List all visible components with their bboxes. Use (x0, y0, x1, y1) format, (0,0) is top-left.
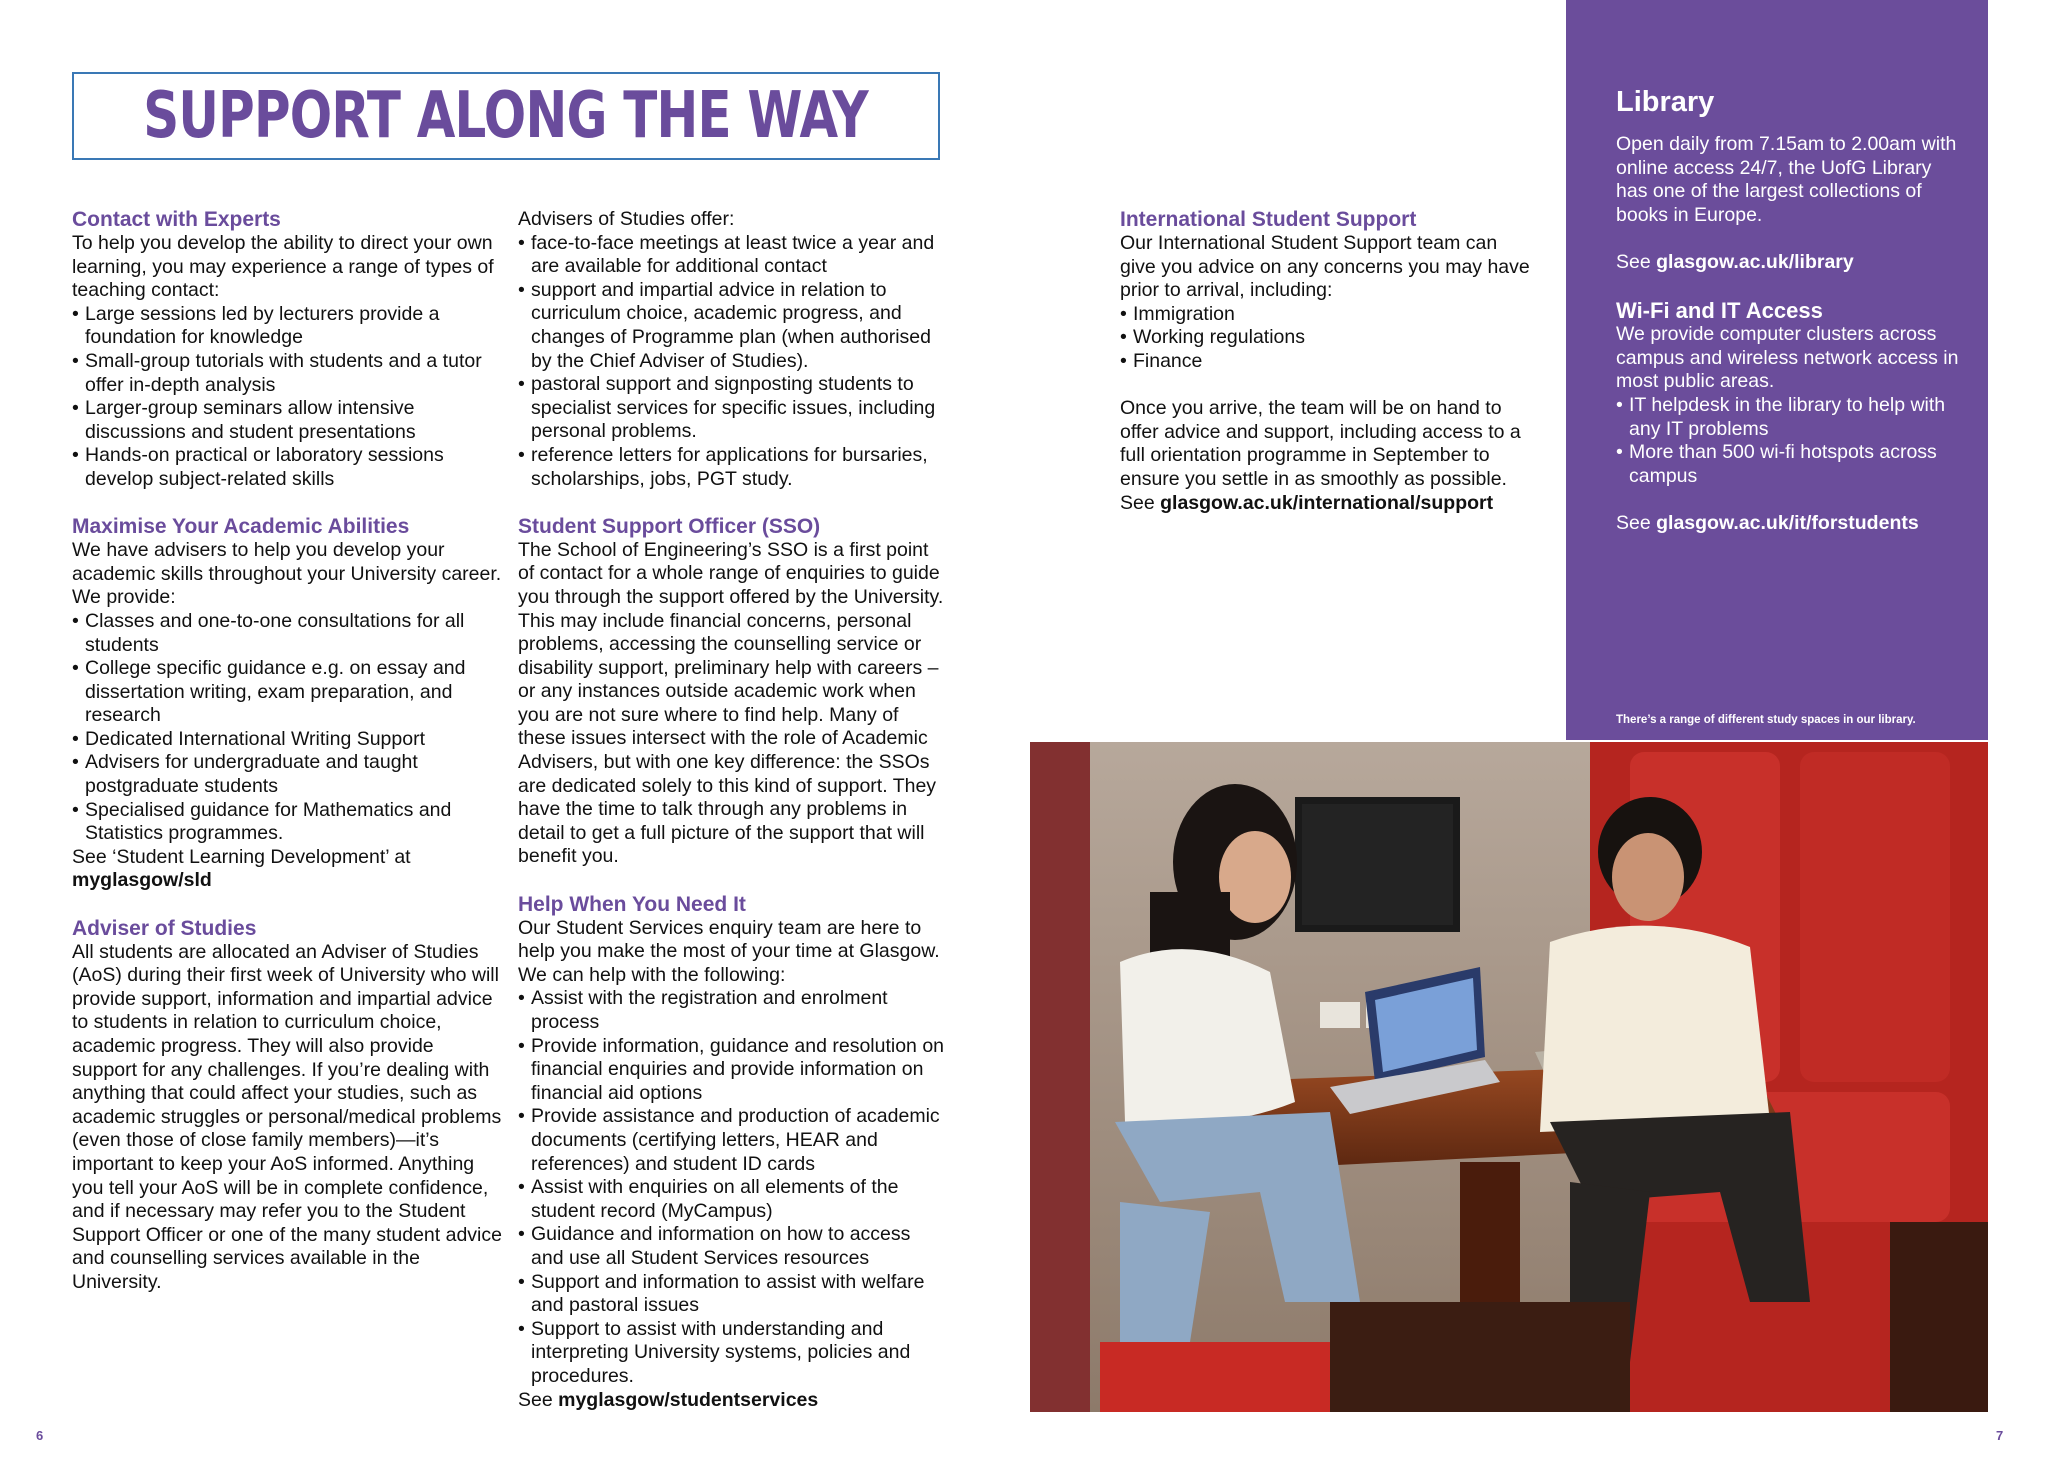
bullet-list (1120, 303, 1530, 374)
section-text: We have advisers to help you develop your academic skills throughout your University career. We provide: (72, 539, 502, 609)
wifi-text: We provide computer clusters across campus and wireless network access in most public areas. (1616, 323, 1959, 393)
see-label: See (1616, 511, 1657, 534)
list-item: • Small-group tutorials with students and a tutor offer in-depth analysis (72, 350, 502, 397)
library-heading: Library (1616, 86, 1715, 118)
list-item: • Larger-group seminars allow intensive discussions and student presentations (72, 397, 502, 444)
section-text: All students are allocated an Adviser of Studies (AoS) during their first week of University who will provide support, information and impartial advice to students in relation to curriculum choice, academic progress. They will also provide support for any challenges. If you’re dealing with anything that could affect your studies, such as academic struggles or personal/medical problems (even those of close family members)—it’s important to keep your AoS informed. Anything you tell your AoS will be in complete confidence, and if necessary may refer you to the Student Support Officer or one of the many student advice and counselling services available in the University. (72, 940, 502, 1293)
list-item: • support and impartial advice in relation to curriculum choice, academic progress, and changes of Programme plan (when authorised by the Chief Adviser of Studies). (518, 279, 948, 373)
list-item: • Provide information, guidance and resolution on financial enquiries and provide information on financial aid options (518, 1035, 948, 1106)
section-text: The School of Engineering’s SSO is a first point of contact for a whole range of enquiries to guide you through the support offered by the University. This may include financial concerns, personal problems, accessing the counselling service or disability support, preliminary help with careers – or any instances outside academic work when you are not sure where to find help. Many of these issues intersect with the role of Academic Advisers, but with one key difference: the SSOs are dedicated solely to this kind of support. They have the time to talk through any problems in detail to get a full picture of the support that will benefit you. (518, 538, 944, 868)
page-title: SUPPORT ALONG THE WAY (143, 79, 869, 153)
bullet-list (1616, 394, 1966, 488)
list-item: • Assist with enquiries on all elements of the student record (MyCampus) (518, 1176, 948, 1223)
list-item: • Classes and one-to-one consultations for all students (72, 610, 502, 657)
page-title-box (72, 72, 940, 160)
list-item: • Advisers for undergraduate and taught postgraduate students (72, 751, 502, 798)
section-heading: Maximise Your Academic Abilities (72, 515, 410, 539)
section-heading: International Student Support (1120, 208, 1417, 231)
list-item: • Finance (1120, 350, 1530, 374)
list-item: • Immigration (1120, 303, 1530, 327)
list-item: • Provide assistance and production of academic documents (certifying letters, HEAR and references) and student ID cards (518, 1105, 948, 1176)
page-number-left: 6 (36, 1428, 44, 1443)
section-text: See ‘Student Learning Development’ at (72, 845, 411, 868)
link-sld[interactable]: myglasgow/sld (72, 869, 212, 892)
link-library[interactable]: glasgow.ac.uk/library (1656, 250, 1854, 273)
list-item: • Support to assist with understanding and interpreting University systems, policies and procedures. (518, 1318, 948, 1389)
info-panel (1566, 0, 1988, 740)
section-text: Our International Student Support team can give you advice on any concerns you may have prior to arrival, including: (1120, 232, 1530, 302)
list-item: • Guidance and information on how to access and use all Student Services resources (518, 1223, 948, 1270)
list-item: • Hands-on practical or laboratory sessions develop subject-related skills (72, 444, 502, 491)
right-column (1120, 208, 1530, 515)
section-text: To help you develop the ability to direct your own learning, you may experience a range of types of teaching contact: (72, 232, 494, 302)
link-it-forstudents[interactable]: glasgow.ac.uk/it/forstudents (1656, 511, 1919, 534)
see-label: See (518, 1388, 559, 1411)
section-heading: Student Support Officer (SSO) (518, 514, 821, 538)
section-text: Advisers of Studies offer: (518, 208, 735, 230)
photo-caption: There’s a range of different study spaces in our library. (1616, 714, 1916, 726)
link-international-support[interactable]: glasgow.ac.uk/international/support (1160, 491, 1494, 514)
bullet-list (518, 987, 948, 1388)
section-heading: Contact with Experts (72, 208, 281, 231)
list-item: • Support and information to assist with welfare and pastoral issues (518, 1271, 948, 1318)
list-item: • Working regulations (1120, 326, 1530, 350)
list-item: • Large sessions led by lecturers provide a foundation for knowledge (72, 303, 502, 350)
bullet-list (518, 232, 948, 492)
list-item: • Assist with the registration and enrolment process (518, 987, 948, 1034)
list-item: • pastoral support and signposting students to specialist services for specific issues, including personal problems. (518, 373, 948, 444)
list-item: • More than 500 wi-fi hotspots across campus (1616, 441, 1966, 488)
list-item: • reference letters for applications for bursaries, scholarships, jobs, PGT study. (518, 444, 948, 491)
list-item: • Dedicated International Writing Support (72, 728, 502, 752)
page-number-right: 7 (1996, 1428, 2004, 1443)
bullet-list (72, 610, 502, 846)
bullet-list (72, 303, 502, 492)
list-item: • IT helpdesk in the library to help with any IT problems (1616, 394, 1966, 441)
section-heading: Adviser of Studies (72, 916, 257, 940)
wifi-heading: Wi-Fi and IT Access (1616, 298, 1823, 324)
list-item: • Specialised guidance for Mathematics and Statistics programmes. (72, 799, 502, 846)
library-text: Open daily from 7.15am to 2.00am with online access 24/7, the UofG Library has one of the largest collections of books in Europe. (1616, 133, 1957, 226)
list-item: • College specific guidance e.g. on essay and dissertation writing, exam preparation, and research (72, 657, 502, 728)
left-column (72, 208, 502, 1295)
see-label: See (1616, 250, 1657, 273)
library-photo (1030, 742, 1988, 1412)
section-text: Once you arrive, the team will be on hand to offer advice and support, including access to a full orientation programme in September to ensure you settle in as smoothly as possible. (1120, 397, 1521, 490)
see-label: See (1120, 491, 1161, 514)
list-item: • face-to-face meetings at least twice a year and are available for additional contact (518, 232, 948, 279)
middle-column (518, 208, 948, 1412)
section-text: Our Student Services enquiry team are here to help you make the most of your time at Glasgow. We can help with the following: (518, 916, 940, 986)
link-studentservices[interactable]: myglasgow/studentservices (558, 1388, 819, 1411)
section-heading: Help When You Need It (518, 892, 746, 916)
